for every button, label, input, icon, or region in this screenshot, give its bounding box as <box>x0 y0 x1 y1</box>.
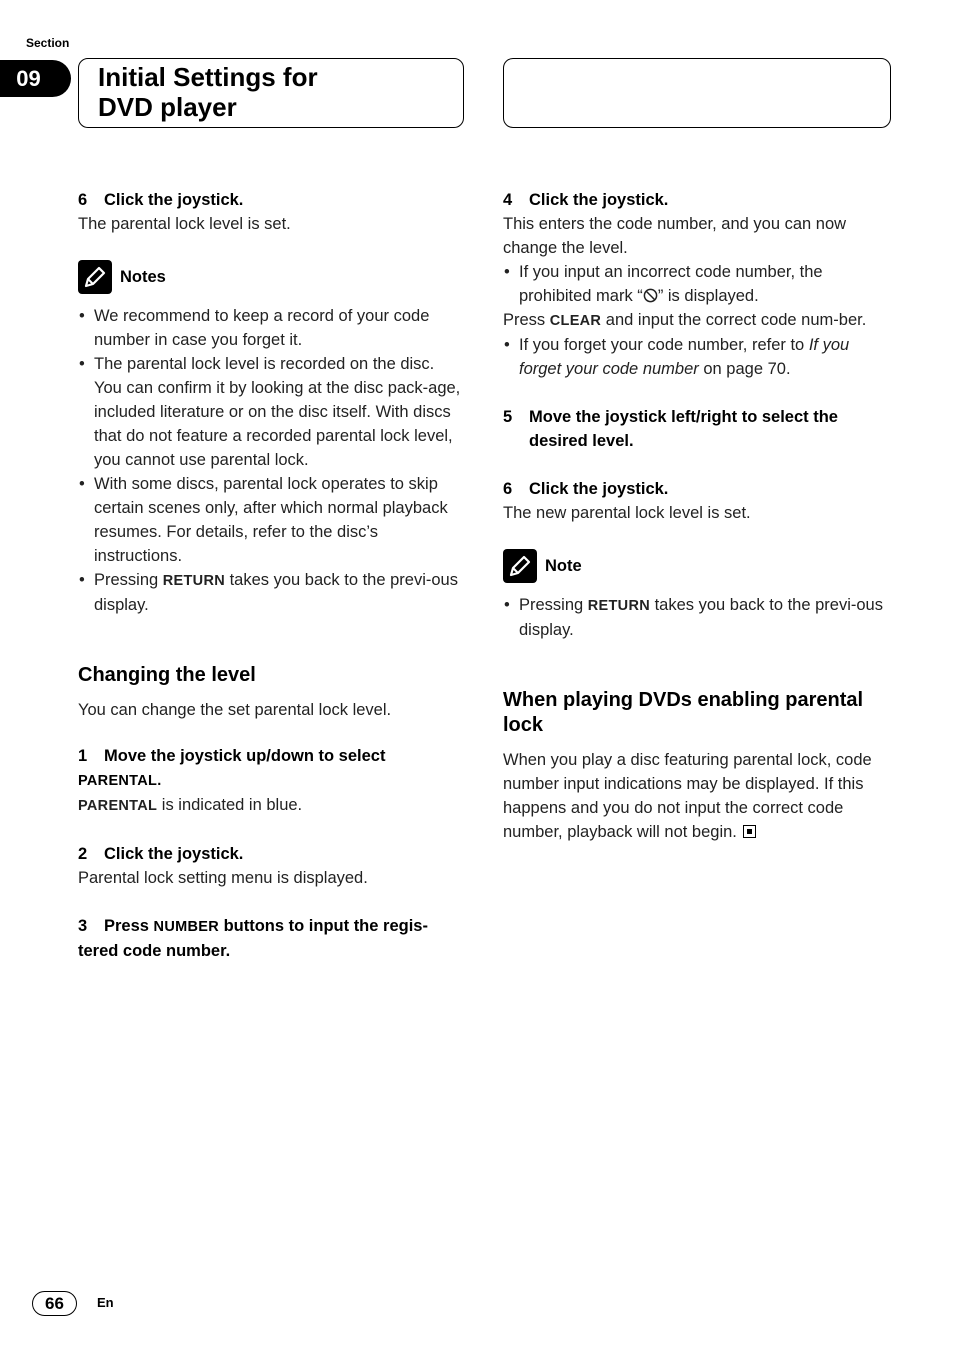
bullet-item: • If you input an incorrect code number, the prohibited mark “ ” is displayed. <box>503 260 893 308</box>
section-heading-dvd-parental: When playing DVDs enabling parental lock <box>503 689 864 736</box>
notes-header <box>78 260 466 294</box>
step-5-heading: 5 Move the joystick left/right to select the desired level. <box>503 408 838 450</box>
pencil-note-icon <box>503 549 537 583</box>
note-item: • With some discs, parental lock operates to skip certain scenes only, after which normal playback resumes. For details, refer to the disc’s instructions. <box>78 472 466 568</box>
notes-list <box>78 304 466 617</box>
page-number: 66 <box>32 1291 77 1316</box>
step-1-heading: 1 Move the joystick up/down to select PARENTAL. <box>78 747 386 789</box>
note-item: • Pressing RETURN takes you back to the previ-ous display. <box>503 593 893 642</box>
prohibited-mark-icon <box>643 286 658 301</box>
step-4-bullets <box>503 260 893 308</box>
pencil-note-icon <box>78 260 112 294</box>
section-number-tab <box>0 60 71 97</box>
section-number: 09 <box>16 65 41 91</box>
page-title-line2: DVD player <box>98 92 237 122</box>
page-title <box>98 62 318 122</box>
dvd-parental-body: When you play a disc featuring parental lock, code number input indications may be displayed. If this happens and you do not input the correct code number, playback will not begin. <box>503 751 872 841</box>
note-list <box>503 593 893 642</box>
note-item: • Pressing RETURN takes you back to the previ-ous display. <box>78 568 466 617</box>
changing-level-intro: You can change the set parental lock level. <box>78 701 392 719</box>
left-column <box>78 188 466 963</box>
step-2-heading: 2 Click the joystick. <box>78 845 244 863</box>
note-item: • The parental lock level is recorded on the disc. You can confirm it by looking at the disc pack-age, included literature or on the disc itself. With discs that do not feature a recorded parental lock level, you cannot use parental lock. <box>78 352 466 472</box>
step-4-text: This enters the code number, and you can now change the level. <box>503 215 847 257</box>
step-6b-heading: 6 Click the joystick. <box>503 480 669 498</box>
language-label: En <box>97 1295 114 1310</box>
note-header <box>503 549 893 583</box>
press-clear-text: Press CLEAR and input the correct code num-ber. <box>503 311 867 329</box>
notes-title: Notes <box>120 268 166 286</box>
section-label: Section <box>26 36 70 50</box>
step-4-heading: 4 Click the joystick. <box>503 191 669 209</box>
step-4-bullets-2 <box>503 333 893 381</box>
bullet-item: • If you forget your code number, refer to If you forget your code number on page 70. <box>503 333 893 381</box>
step-6b-text: The new parental lock level is set. <box>503 504 751 522</box>
right-column <box>503 188 893 844</box>
header-empty-box <box>503 58 891 128</box>
step-3-heading: 3 Press NUMBER buttons to input the regis-tered code number. <box>78 917 428 960</box>
end-mark-icon <box>743 825 756 838</box>
section-heading-changing-level: Changing the level <box>78 664 256 686</box>
step-1-text: PARENTAL is indicated in blue. <box>78 796 303 814</box>
note-title: Note <box>545 557 582 575</box>
note-item: • We recommend to keep a record of your code number in case you forget it. <box>78 304 466 352</box>
page-title-line1: Initial Settings for <box>98 62 318 92</box>
step-6-heading: 6 Click the joystick. <box>78 191 244 209</box>
step-6-text: The parental lock level is set. <box>78 215 291 233</box>
step-2-text: Parental lock setting menu is displayed. <box>78 869 368 887</box>
page-title-box <box>78 58 464 128</box>
